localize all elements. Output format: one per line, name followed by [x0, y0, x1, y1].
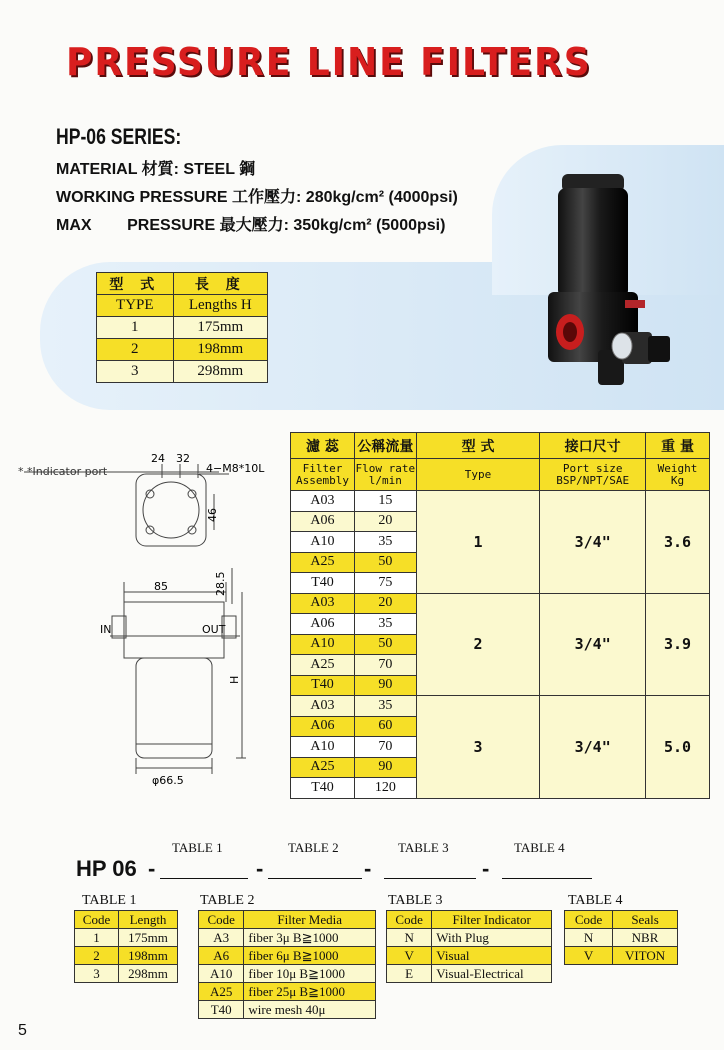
dim-label: 46 [206, 508, 219, 522]
table-cell: 60 [354, 716, 416, 737]
table-cell: 1 [97, 317, 174, 339]
code-blank [160, 878, 248, 879]
table-cell: A25 [291, 655, 355, 676]
table-header: Code [387, 911, 432, 929]
table-cell: 198mm [119, 947, 178, 965]
table-cell: A06 [291, 716, 355, 737]
table-cell: fiber 6μ B≧1000 [244, 947, 376, 965]
table-cell: 120 [354, 778, 416, 799]
code-separator: - [148, 856, 156, 881]
spec-material: MATERIAL 材質: STEEL 鋼 [56, 161, 256, 178]
table-cell: A06 [291, 511, 355, 532]
table-cell: 3 [75, 965, 119, 983]
table-cell: A6 [199, 947, 244, 965]
part-code: HP 06 [76, 856, 137, 881]
table-header: Code [565, 911, 613, 929]
table-header: TYPE [97, 295, 174, 317]
table-cell: 50 [354, 634, 416, 655]
table-header: Code [199, 911, 244, 929]
spec-max-pressure: MAX PRESSURE 最大壓力: 350kg/cm² (5000psi) [56, 217, 446, 234]
table-cell: 2 [97, 339, 174, 361]
dim-label: 32 [176, 452, 190, 465]
table-header: Length [119, 911, 178, 929]
table-cell: 35 [354, 614, 416, 635]
table-cell: V [565, 947, 613, 965]
table-cell: A25 [291, 552, 355, 573]
weight-cell: 5.0 [646, 696, 710, 799]
table-header: Filter Assembly [291, 459, 355, 491]
code-blank [502, 878, 592, 879]
table-cell: T40 [291, 573, 355, 594]
table-header: 公稱流量 [354, 433, 416, 459]
code-separator: - [256, 856, 264, 881]
table-label: TABLE 4 [514, 840, 565, 855]
table-cell: A10 [291, 634, 355, 655]
table-cell: A03 [291, 696, 355, 717]
table-cell: T40 [291, 675, 355, 696]
table-cell: Visual-Electrical [432, 965, 552, 983]
table-header: 濾 蕊 [291, 433, 355, 459]
table-cell: fiber 3μ B≧1000 [244, 929, 376, 947]
out-label: OUT [202, 623, 226, 636]
table4-title: TABLE 4 [568, 893, 623, 908]
flow-rate-table [290, 432, 710, 799]
port-size-cell: 3/4" [540, 491, 646, 594]
weight-cell: 3.6 [646, 491, 710, 594]
table2 [198, 910, 376, 1019]
table-header: 型 式 [416, 433, 539, 459]
table1 [74, 910, 178, 983]
table-cell: 198mm [173, 339, 267, 361]
type-cell: 3 [416, 696, 539, 799]
table-cell: 20 [354, 511, 416, 532]
table-cell: 50 [354, 552, 416, 573]
table-header: 長 度 [173, 273, 267, 295]
table-cell: T40 [199, 1001, 244, 1019]
dim-label: φ66.5 [152, 774, 184, 787]
table-cell: N [387, 929, 432, 947]
table-label: TABLE 3 [398, 840, 449, 855]
table2-title: TABLE 2 [200, 893, 255, 908]
table-cell: 2 [75, 947, 119, 965]
table-cell: A03 [291, 491, 355, 512]
table-cell: V [387, 947, 432, 965]
table-cell: A25 [291, 757, 355, 778]
table-cell: T40 [291, 778, 355, 799]
filter-photo [540, 160, 675, 400]
table-cell: VITON [613, 947, 678, 965]
table-header: 接口尺寸 [540, 433, 646, 459]
table-cell: 70 [354, 655, 416, 676]
length-table [96, 272, 268, 383]
table-cell: 90 [354, 757, 416, 778]
code-blank [384, 878, 476, 879]
port-size-cell: 3/4" [540, 696, 646, 799]
table-header: Type [416, 459, 539, 491]
table-cell: 175mm [119, 929, 178, 947]
type-cell: 1 [416, 491, 539, 594]
table-cell: E [387, 965, 432, 983]
dim-label: H [228, 675, 241, 684]
code-blank [268, 878, 362, 879]
table-cell: 70 [354, 737, 416, 758]
table-header: Seals [613, 911, 678, 929]
table-cell: A10 [199, 965, 244, 983]
table-cell: 20 [354, 593, 416, 614]
port-size-cell: 3/4" [540, 593, 646, 696]
table-cell: A25 [199, 983, 244, 1001]
table-cell: wire mesh 40μ [244, 1001, 376, 1019]
table-cell: With Plug [432, 929, 552, 947]
dim-label: 4−M8*10L [206, 462, 265, 475]
table-cell: 35 [354, 532, 416, 553]
table-header: Port size BSP/NPT/SAE [540, 459, 646, 491]
table-cell: A3 [199, 929, 244, 947]
dim-label: 28.5 [214, 571, 227, 596]
table-cell: 3 [97, 361, 174, 383]
table-cell: Visual [432, 947, 552, 965]
table-cell: 175mm [173, 317, 267, 339]
code-separator: - [364, 856, 372, 881]
table-header: Lengths H [173, 295, 267, 317]
table-label: TABLE 2 [288, 840, 339, 855]
page-title: PRESSURE LINE FILTERS [66, 40, 592, 84]
table-cell: 75 [354, 573, 416, 594]
table-header: Flow rate l/min [354, 459, 416, 491]
table-header: Filter Indicator [432, 911, 552, 929]
table4 [564, 910, 678, 965]
technical-drawing [14, 444, 286, 804]
table-cell: 35 [354, 696, 416, 717]
table-cell: 298mm [119, 965, 178, 983]
table-header: 重 量 [646, 433, 710, 459]
table-cell: 15 [354, 491, 416, 512]
table3-title: TABLE 3 [388, 893, 443, 908]
table-cell: NBR [613, 929, 678, 947]
table-cell: A10 [291, 737, 355, 758]
table1-title: TABLE 1 [82, 893, 137, 908]
indicator-port-label: * *Indicator port [18, 465, 108, 478]
spec-working-pressure: WORKING PRESSURE 工作壓力: 280kg/cm² (4000psi) [56, 189, 458, 206]
table-header: 型 式 [97, 273, 174, 295]
table-cell: fiber 10μ B≧1000 [244, 965, 376, 983]
table3 [386, 910, 552, 983]
series-title: HP-06 SERIES: [56, 124, 182, 149]
table-cell: 298mm [173, 361, 267, 383]
table-header: Filter Media [244, 911, 376, 929]
table-cell: fiber 25μ B≧1000 [244, 983, 376, 1001]
table-cell: A03 [291, 593, 355, 614]
table-header: Weight Kg [646, 459, 710, 491]
type-cell: 2 [416, 593, 539, 696]
table-label: TABLE 1 [172, 840, 223, 855]
table-header: Code [75, 911, 119, 929]
page-number: 5 [18, 1022, 27, 1039]
table-cell: N [565, 929, 613, 947]
table-cell: A10 [291, 532, 355, 553]
dim-label: 24 [151, 452, 165, 465]
dim-label: 85 [154, 580, 168, 593]
table-cell: 1 [75, 929, 119, 947]
in-label: IN [100, 623, 112, 636]
table-cell: 90 [354, 675, 416, 696]
table-cell: A06 [291, 614, 355, 635]
weight-cell: 3.9 [646, 593, 710, 696]
code-separator: - [482, 856, 490, 881]
